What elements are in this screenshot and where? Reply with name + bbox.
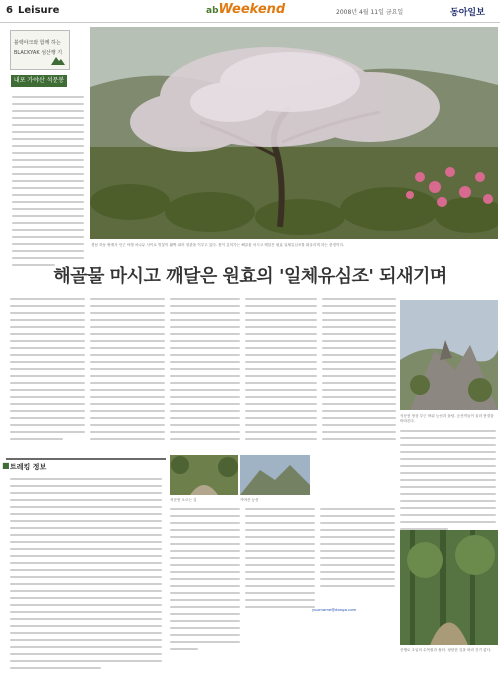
article-column-2 (90, 298, 165, 445)
article-column-3 (170, 298, 240, 445)
ridge-photo-caption: 석문봉 정상 부근 바위 능선과 돌탑. 등산객들이 올라 풍경을 바라본다. (400, 414, 494, 423)
mountain-icon (51, 55, 65, 65)
paper-name: 동아일보 (450, 8, 485, 18)
headline: 해골물 마시고 깨달은 원효의 '일체유심조' 되새기며 (53, 266, 447, 287)
info-box-text (10, 478, 162, 674)
ridge-view-photo (240, 455, 310, 495)
forest-trail-photo (400, 530, 498, 645)
article-column-8 (245, 508, 315, 613)
ridge-view-caption: 가야산 능선 (240, 498, 259, 502)
page-number: 6 (6, 5, 13, 16)
series-line: BLACKYAK 섬산행 기 (14, 50, 63, 56)
section-name: Leisure (18, 5, 60, 16)
ridge-photo (400, 300, 498, 410)
photo-caption: 경남 하동 쌍계사 인근 야생 차나무 사이로 벚꽃이 활짝 피어 장관을 이루고 있다. 봄이 깊어가는 해골물 마시고 깨달은 원효 일체유심조를 떠올리게 하는 풍경이다. (91, 243, 345, 247)
brand-name: Weekend (218, 2, 286, 17)
trail-photo-caption: 석문봉 오르는 길 (170, 498, 197, 502)
article-column-5 (322, 298, 396, 445)
article-column-6 (400, 430, 496, 535)
article-column-9 (320, 508, 395, 592)
article-column-left-top (12, 96, 84, 271)
trail-photo (170, 455, 238, 495)
reporter-email[interactable]: yourname@donga.com (312, 607, 357, 612)
article-column-1 (10, 298, 85, 445)
series-tag: 내포 가야산 석문봉 (11, 75, 67, 87)
hero-photo (90, 27, 498, 239)
forest-trail-caption: 산행로 초입의 수목원과 쉼터. 평탄한 길을 따라 걷기 좋다. (400, 648, 492, 652)
series-line: 블랙야크와 함께 하는 (14, 40, 61, 46)
info-icon: ■ (2, 461, 10, 470)
brand-prefix: ab (206, 6, 219, 16)
series-box (10, 30, 70, 70)
info-box-title: 트레킹 정보 (10, 463, 47, 471)
weekend-logo (206, 2, 285, 17)
article-column-7 (170, 508, 240, 655)
dateline: 2008년 4월 11일 금요일 (336, 9, 404, 16)
article-column-4 (245, 298, 317, 445)
